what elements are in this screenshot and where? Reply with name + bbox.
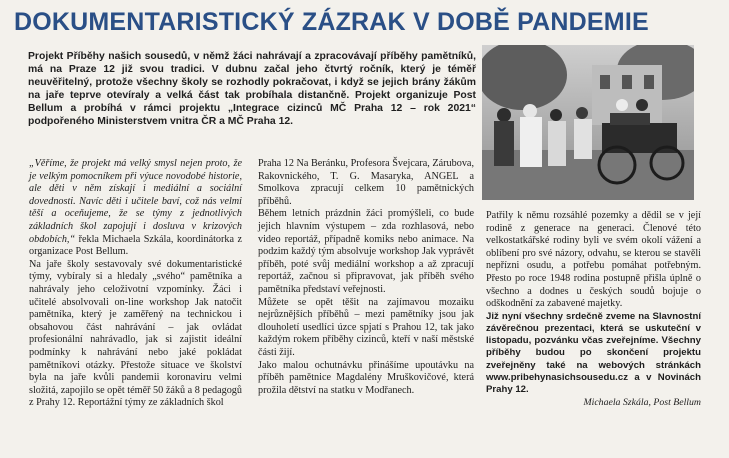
quote-attribution: řekla Michaela Szkála, koordinátorka z organizace Post Bellum. [29, 233, 242, 258]
column-1-paragraph-2: Na jaře školy sestavovaly své dokumentaristické týmy, vybíraly si a hledaly „svého“ pamětníka a nahrávaly jeho celoživotní vzpomínky. Žáci i učitelé absolvovali on-line workshop Jak natočit pamětníka, který je zaměřený na technickou i obsahovou část nahrávání – jak ovládat profesionální nahrávadlo, jak si zajistit ideální podmínky k nahrávání nebo jaké pokládat pamětníkovi otázky. Přestože situace ve školství byla na jaře kvůli pandemii koronaviru velmi složitá, zapojilo se opět téměř 50 žáků a 8 pedagogů z Prahy 12. Reportážní týmy ze základních škol [29, 258, 242, 409]
column-2-paragraph-1: Praha 12 Na Beránku, Profesora Švejcara, Zárubova, Rakovnického, T. G. Masaryka, ANGEL a Smolkova zpracují celkem 10 pamětnických příběhů. [258, 158, 474, 207]
lead-paragraph [28, 50, 476, 129]
column-2-paragraph-2: Během letních prázdnin žáci promýšleli, co bude jejich hlavním výstupem – zda rozhlasová, nebo video reportáž, případně komiks nebo animace. Na podzim každý tým absolvuje workshop Jak vyprávět příběh, poté svůj mediální workshop a až zpracují reportáž, začnou si připravovat, jak příběh svého pamětníka představí veřejnosti. [258, 208, 474, 295]
signature: Michaela Szkála, Post Bellum [583, 397, 701, 409]
headline: DOKUMENTARISTICKÝ ZÁZRAK V DOBĚ PANDEMIE [14, 8, 649, 36]
column-3 [486, 210, 701, 410]
invitation-paragraph: Již nyní všechny srdečně zveme na Slavnostní závěrečnou prezentaci, která se uskuteční v listopadu, pozvánku včas zveřejníme. Všechny příběhy budou po skončení projektu zveřejněny také na webových stránkách www.pribehynasichsousedu.cz a v Novinách Prahy 12. [486, 310, 701, 395]
lead-text: Projekt Příběhy našich sousedů, v němž žáci nahrávají a zpracovávají příběhy pamětníků, má na Praze 12 již svou tradici. V dubnu začal jeho čtvrtý ročník, který je téměř neuvěřitelný, protože všechny školy se rozhodly pokračovat, i když se jejich brány žákům na jaře teprve otevíraly a velká část tak probíhala distančně. Projekt organizuje Post Bellum a probíhá v rámci projektu „Integrace cizinců MČ Praha 12 – rok 2021“ podpořeného Ministerstvem vnitra ČR a MČ Praha 12. [28, 51, 476, 128]
column-1 [29, 158, 242, 410]
column-2-paragraph-4: Jako malou ochutnávku přinášíme upoutávku na příběh pamětnice Magdalény Mruškovičové, která prožila dětství na statku v Modřanech. [258, 359, 474, 396]
column-1-text [29, 158, 242, 259]
historical-photo-carriage [482, 45, 694, 200]
column-2-paragraph-3: Můžete se opět těšit na zajímavou mozaiku nejrůznějších příběhů – mezi pamětníky jsou jak dlouholetí usedlíci úzce spjatí s Prahou 12, tak jako každým rokem příběhy cizinců, kteří v naší městské části žijí. [258, 296, 474, 358]
historical-photo [482, 45, 694, 200]
column-3-paragraph-1: Patřily k němu rozsáhlé pozemky a dědil se v její rodině z generace na generaci. Členové této velkostatkářské rodiny byli ve svém okolí vážení a oblíbení pro své názory, odvahu, se kterou se stavěli nepřízni osudu, a potřebu pomáhat potřebným. Přesto po roce 1948 rodina postupně přišla úplně o všechno a dodnes u českých soudů bojuje o odškodnění za zabavené majetky. [486, 210, 701, 310]
quote-text: „Věříme, že projekt má velký smysl nejen proto, že je velkým pomocníkem při výuce novodobé historie, ale děti v něm získají i mediální a sociální dovednosti. Navíc děti i učitele baví, což nás velmi těší a oceňujeme, že se týmy z jednotlivých základních škol zapojují i dosluva v krizových obdobích,“ [29, 158, 242, 245]
column-2 [258, 158, 474, 397]
